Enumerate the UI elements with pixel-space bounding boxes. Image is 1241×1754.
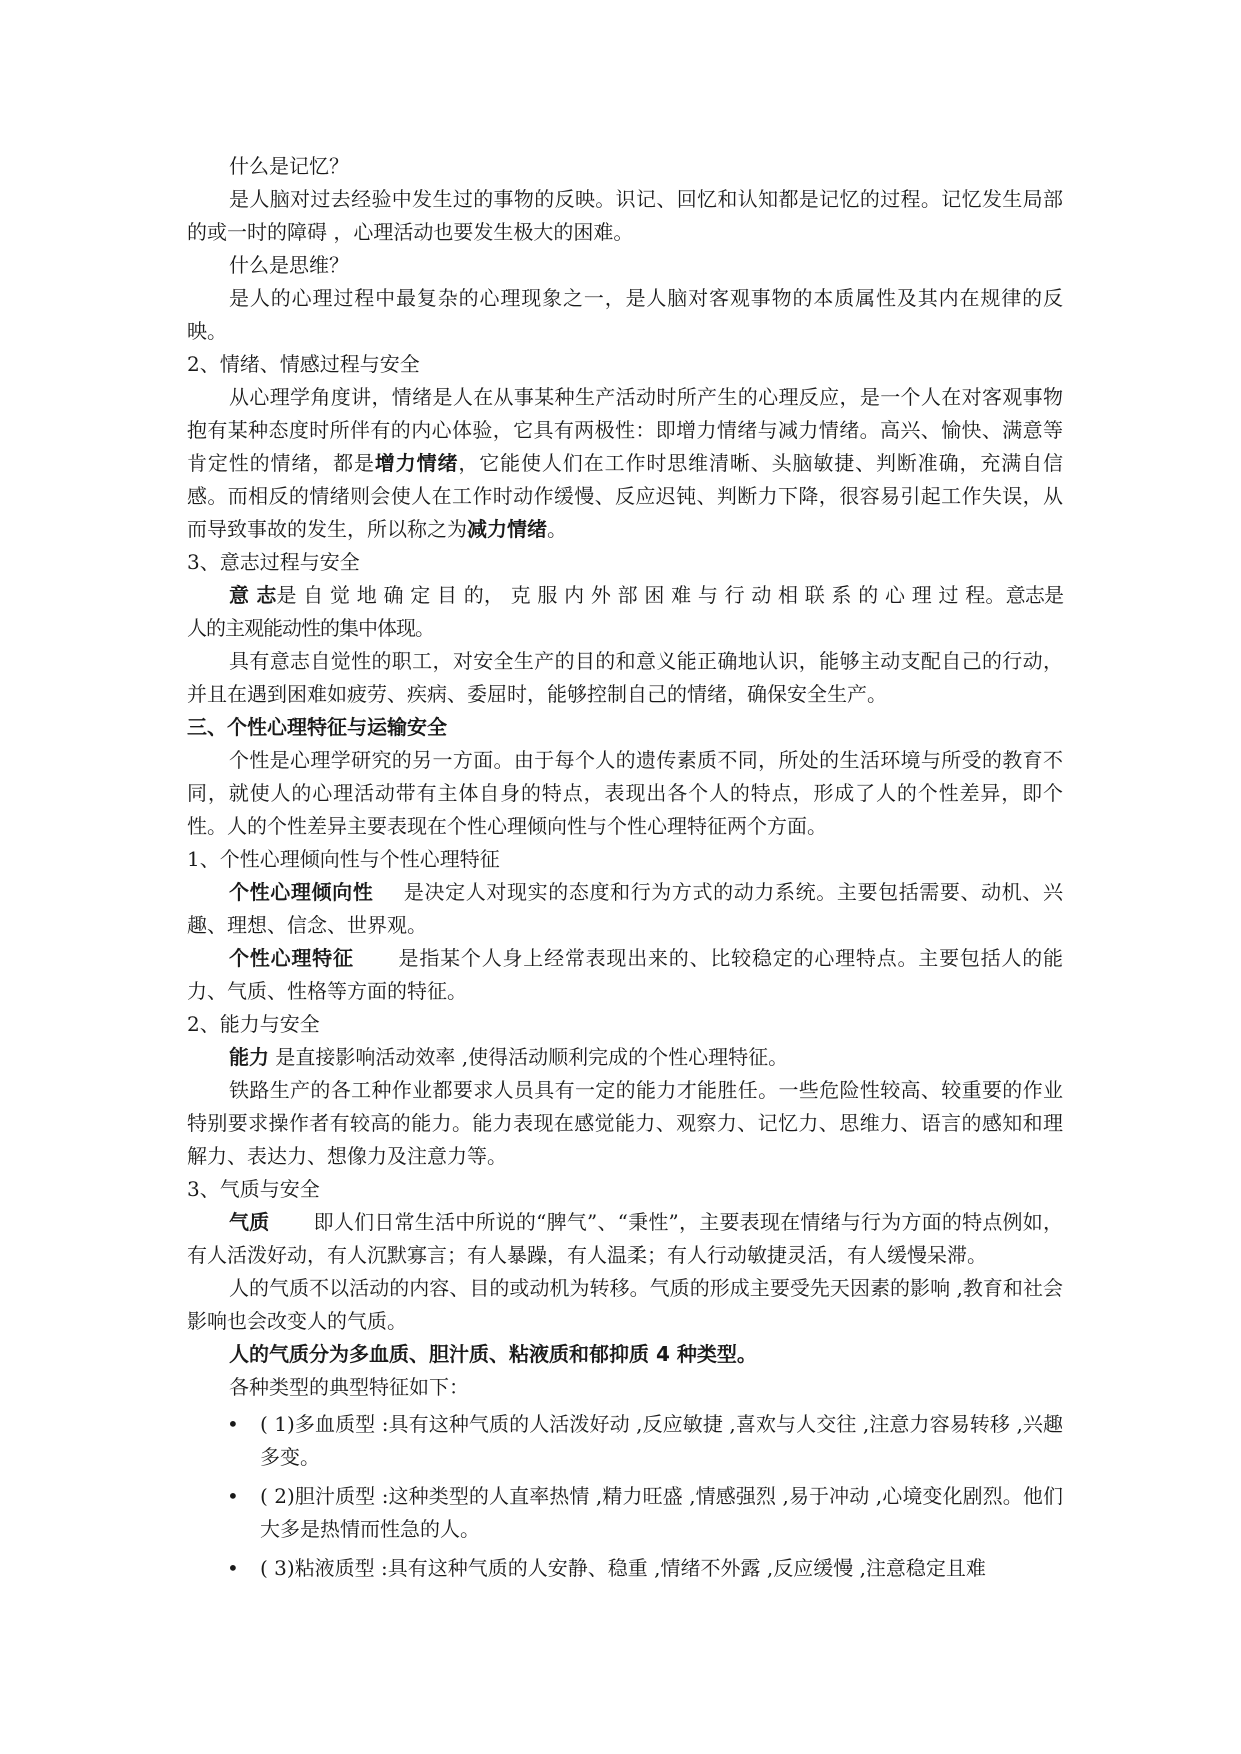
- text-run: 是直接影响活动效率 ,使得活动顺利完成的个性心理特征。: [269, 1045, 789, 1069]
- bold-term: 增力情绪: [374, 451, 459, 475]
- list-item: [187, 1552, 1063, 1585]
- emphasis-paragraph: 人的气质分为多血质、胆汁质、粘液质和郁抑质 4 种类型。: [229, 1342, 757, 1366]
- text-run: 从心理学角度讲，情绪是人在从事某种生产活动时所产生的心理反应，是一个人在对客观事物抱有某种态度时所伴有的内心体验，它具有两极性：即增力情绪与减力情绪。高兴、愉快、满意等肯定性的情绪，都是: [187, 385, 1063, 475]
- paragraph: 是人的心理过程中最复杂的心理现象之一，是人脑对客观事物的本质属性及其内在规律的反映。: [187, 286, 1063, 343]
- text-run: 是指某个人身上经常表现出来的、比较稳定的心理特点。主要包括人的能力、气质、性格等方面的特征。: [187, 946, 1064, 1003]
- paragraph: [187, 381, 1063, 546]
- bullet-icon: •: [227, 1556, 239, 1580]
- list-item-text: ( 3)粘液质型 :具有这种气质的人安静、稳重 ,情绪不外露 ,反应缓慢 ,注意稳定且难: [260, 1556, 986, 1580]
- bold-term: 气质: [229, 1210, 270, 1234]
- section-heading: 2、情绪、情感过程与安全: [187, 352, 420, 376]
- paragraph: [187, 579, 1063, 645]
- bold-term: 个性心理倾向性: [229, 880, 374, 904]
- section-heading: 2、能力与安全: [187, 1012, 320, 1036]
- list-item-text: ( 1)多血质型 :具有这种气质的人活泼好动 ,反应敏捷 ,喜欢与人交往 ,注意力容易转移 ,兴趣多变。: [260, 1412, 1063, 1469]
- text-run: 意志是人的主观能动性的集中体现。: [187, 583, 1064, 640]
- paragraph: 铁路生产的各工种作业都要求人员具有一定的能力才能胜任。一些危险性较高、较重要的作业特别要求操作者有较高的能力。能力表现在感觉能力、观察力、记忆力、思维力、语言的感知和理解力、表达力、想像力及注意力等。: [187, 1078, 1063, 1168]
- section-heading: 3、气质与安全: [187, 1177, 320, 1201]
- text-run: 是决定人对现实的态度和行为方式的动力系统。主要包括需要、动机、兴趣、理想、信念、世界观。: [187, 880, 1064, 937]
- text-run: 是 自 觉 地 确 定 目 的， 克 服 内 外 部 困 难 与 行 动 相 联 系 的 心 理 过 程。: [276, 583, 1006, 607]
- list-item-text: ( 2)胆汁质型 :这种类型的人直率热情 ,精力旺盛 ,情感强烈 ,易于冲动 ,心境变化剧烈。他们大多是热情而性急的人。: [260, 1484, 1063, 1541]
- section-heading: 1、个性心理倾向性与个性心理特征: [187, 847, 500, 871]
- paragraph: [187, 1206, 1063, 1272]
- bold-term: 能力: [229, 1045, 269, 1069]
- paragraph: 是人脑对过去经验中发生过的事物的反映。识记、回忆和认知都是记忆的过程。记忆发生局部的或一时的障碍 ，心理活动也要发生极大的困难。: [187, 187, 1063, 244]
- paragraph: 各种类型的典型特征如下：: [229, 1375, 469, 1399]
- bold-term: 个性心理特征: [229, 946, 354, 970]
- paragraph: 人的气质不以活动的内容、目的或动机为转移。气质的形成主要受先天因素的影响 ,教育和社会影响也会改变人的气质。: [187, 1276, 1063, 1333]
- text-run: ，它能使人们在工作时思维清晰、头脑敏捷、判断准确，充满自信感。而相反的情绪则会使人在工作时动作缓慢、反应迟钝、判断力下降，很容易引起工作失误，从而导致事故的发生，所以称之为: [187, 451, 1064, 541]
- bold-term: 意 志: [229, 583, 277, 607]
- chapter-heading: 三、个性心理特征与运输安全: [187, 715, 447, 739]
- list-item: [187, 1408, 1063, 1474]
- text-run: 。: [547, 517, 567, 541]
- paragraph: [187, 876, 1063, 942]
- paragraph: 什么是记忆？: [229, 154, 349, 178]
- temperament-type-list: [187, 1408, 1063, 1585]
- document-page: [187, 150, 1063, 1591]
- bullet-icon: •: [227, 1484, 239, 1508]
- paragraph: 什么是思维？: [229, 253, 349, 277]
- text-run: 即人们日常生活中所说的“脾气”、“秉性”，主要表现在情绪与行为方面的特点例如，有人活泼好动，有人沉默寡言；有人暴躁，有人温柔；有人行动敏捷灵活，有人缓慢呆滞。: [187, 1210, 1064, 1267]
- bullet-icon: •: [227, 1412, 239, 1436]
- list-item: [187, 1480, 1063, 1546]
- paragraph: [187, 942, 1063, 1008]
- paragraph: 个性是心理学研究的另一方面。由于每个人的遗传素质不同，所处的生活环境与所受的教育不同，就使人的心理活动带有主体自身的特点，表现出各个人的特点，形成了人的个性差异，即个性。人的个性差异主要表现在个性心理倾向性与个性心理特征两个方面。: [187, 748, 1063, 838]
- section-heading: 3、意志过程与安全: [187, 550, 360, 574]
- bold-term: 减力情绪: [467, 517, 547, 541]
- paragraph: 具有意志自觉性的职工，对安全生产的目的和意义能正确地认识，能够主动支配自己的行动，并且在遇到困难如疲劳、疾病、委屈时，能够控制自己的情绪，确保安全生产。: [187, 649, 1063, 706]
- paragraph: [187, 1041, 1063, 1074]
